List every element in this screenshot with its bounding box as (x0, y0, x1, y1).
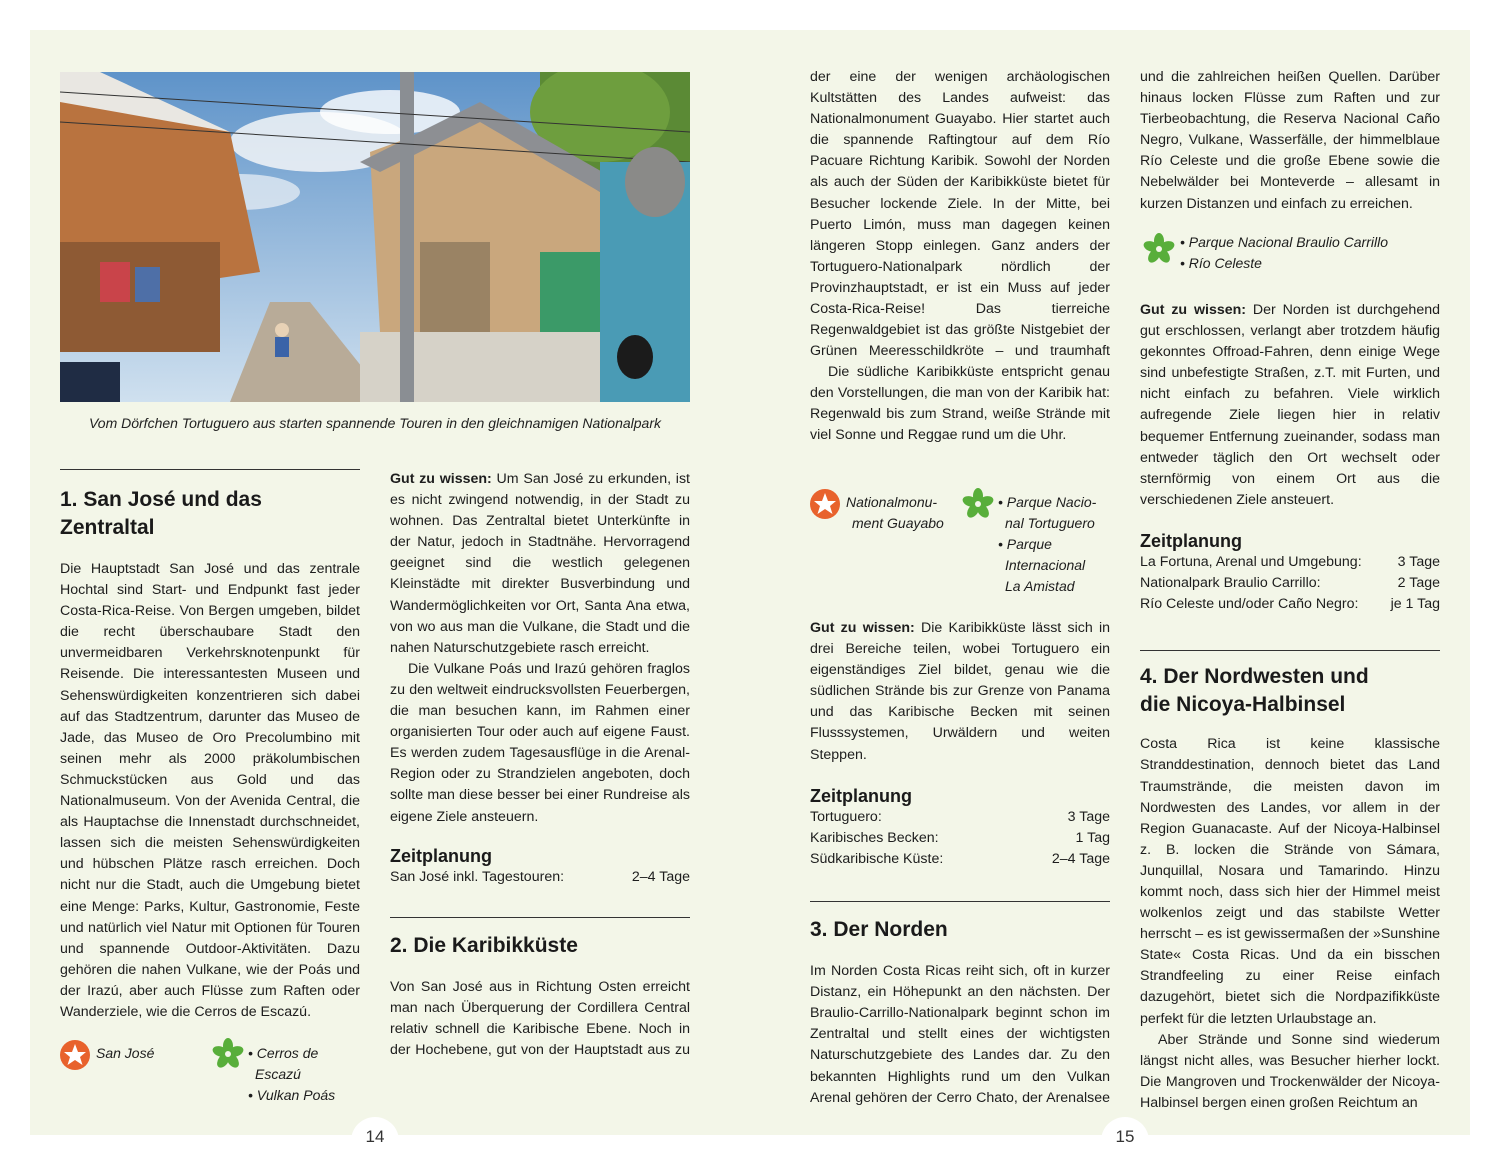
section-divider (810, 901, 1110, 902)
section-3-body-continued: und die zahlreichen heißen Quellen. Darüber hinaus locken Flüsse zum Raften und zur Tierbeobachtung, die Reserva Nacional Caño Negro, Vulkane, Wasserfälle, der himmelblaue Río Celeste und die große Ebene sowie die Nebelwälder bei Monteverde – allesamt in kurzen Distanzen und einfach zu erreichen. (1140, 69, 1440, 212)
plan-label: Südkaribische Küste: (810, 850, 944, 867)
plan-value: 2 Tage (1397, 575, 1440, 592)
legend-star-line: ment Guayabo (852, 515, 944, 531)
plan-title-1: Zeitplanung (390, 845, 492, 866)
section-4-body: Costa Rica ist keine klassische Stranddestination, dennoch bietet das Land Traumstrände, die meisten davon im Nordwesten des Landes, vor allem in der Region Guanacaste. Auf der Nicoya-Halbinsel z. B. locken die Strände von Sámara, Junquillal, Nosara und Tamarindo. Hinzu kommt noch, dass sich hier der Himmel meist wolkenlos zeigt und das stabilste Wetter herrscht – es ist gewissermaßen der »Sunshine State« Costa Ricas. Und da ein bisschen Strandfeeling zu einer Reise einfach dazugehört, bietet sich die Nordpazifikküste perfekt für die letzten Urlaubstage an. (1140, 736, 1440, 1027)
section-divider (1140, 650, 1440, 651)
section-1-title: 1. San José und das Zentraltal (60, 488, 262, 539)
section-2-body-continued: der eine der wenigen archäologischen Kultstätten des Landes aufweist: das Nationalmonument Guayabo. Hier startet auch die spannende Raftingtour auf dem Río Pacuare Richtung Karibik. Sowohl der Norden als auch der Süden der Karibikküste bietet für Besucher lockende Ziele. In der Mitte, bei Puerto Limón, muss man dagegen keinen längeren Stopp einlegen. Ganz anders der Tortuguero-Nationalpark nördlich der Provinzhauptstadt, er ist ein Muss auf jeder Costa-Rica-Reise! Das tierreiche Regenwaldgebiet ist das größte Nistgebiet der Grünen Meeresschildkröte – und traumhaft (810, 69, 1110, 360)
plan-value: 3 Tage (1067, 808, 1110, 825)
highlight-star-icon (810, 489, 840, 524)
good-to-know-3 (1140, 300, 1440, 511)
legend-nature-item: • Parque Nacional Braulio Carrillo (1180, 234, 1388, 250)
highlight-star-icon (60, 1040, 90, 1075)
column-4-lower (1140, 300, 1440, 1114)
legend-nature-item: • Parque (998, 536, 1052, 552)
legend-nature-item: • Vulkan Poás (248, 1087, 336, 1103)
column-3-lower (810, 618, 1110, 1109)
plan-row (1140, 594, 1440, 615)
good-to-know-2 (810, 618, 1110, 766)
tortuguero-street-photo (60, 72, 690, 402)
plan-title-2: Zeitplanung (810, 785, 912, 806)
plan-row (810, 807, 1110, 828)
plan-label: Karibisches Becken: (810, 829, 939, 846)
section-3-title: 3. Der Norden (810, 918, 948, 942)
nature-leaf-icon (962, 488, 994, 525)
legend-nature-item: Escazú (255, 1066, 301, 1082)
good-to-know-label: Gut zu wissen: (1140, 302, 1247, 318)
section-2-para-2: Die südliche Karibikküste entspricht genau den Vorstellungen, die man von der Karibik hat: Regenwald bis zum Strand, weiße Strände mit viel Sonne und Reggae rund um die Uhr. (810, 364, 1110, 444)
plan-label: Tortuguero: (810, 808, 882, 825)
section-4-title-line-1: 4. Der Nordwesten und (1140, 665, 1369, 689)
plan-value: 3 Tage (1397, 554, 1440, 571)
plan-value: 2–4 Tage (1051, 850, 1110, 867)
good-to-know-1 (390, 469, 690, 659)
section-3-body-start: Im Norden Costa Ricas reiht sich, oft in kurzer Distanz, ein Höhepunkt an den nächsten. Der Braulio-Carrillo-Nationalpark beginnt schon im Zentraltal und stellt eines der wichtigsten Naturschutzgebiete des Landes dar. Zu den bekannten Highlights rund um den Vulkan Arenal gehören der Cerro Chato, der Arenalsee (810, 963, 1110, 1106)
plan-row (1140, 573, 1440, 594)
plan-label: San José inkl. Tagestouren: (390, 868, 565, 885)
good-to-know-label: Gut zu wissen: (810, 620, 915, 636)
column-4 (1140, 67, 1440, 215)
plan-label: Nationalpark Braulio Carrillo: (1140, 575, 1321, 592)
legend-nature-list (248, 1043, 335, 1106)
good-to-know-text: Der Norden ist durchgehend gut erschlossen, verlangt aber trotzdem häufig gekonntes Offroad-Fahren, denn einige Wege sind unbefestigte Straßen, z.T. mit Furten, und nicht einfach zu befahren. Viele wirklich aufregende Ziele liegen hier in relativ bequemer Entfernung zueinander, sodass man entweder täglich den Ort wechselt oder sternförmig von einem Ort aus die verschiedenen Ziele ansteuert. (1140, 302, 1440, 508)
legend-nature-item: • Río Celeste (1180, 255, 1262, 271)
photo-caption: Vom Dörfchen Tortuguero aus starten spannende Touren in den gleichnamigen Nationalpark (88, 415, 662, 431)
legend-star-label: San José (96, 1045, 155, 1061)
plan-value: je 1 Tag (1390, 596, 1440, 613)
section-2-title: 2. Die Karibikküste (390, 933, 578, 957)
column-2 (390, 469, 690, 1061)
nature-leaf-icon (212, 1038, 244, 1075)
plan-row (1140, 552, 1440, 573)
plan-value: 2–4 Tage (631, 868, 690, 885)
legend-nature-item: • Cerros de (248, 1045, 319, 1061)
column-3 (810, 67, 1110, 446)
page-number-left: 14 (351, 1117, 399, 1165)
section-4-para-2: Aber Strände und Sonne sind wiederum längst nicht alles, was Besucher hierher lockt. Die Mangroven und Trockenwälder der Nicoya-Halbinsel bergen einen großen Reichtum an (1140, 1031, 1440, 1111)
plan-title-3: Zeitplanung (1140, 530, 1242, 551)
page-number-right: 15 (1101, 1117, 1149, 1165)
legend-nature-list (998, 492, 1096, 597)
legend-star-line: Nationalmonu- (846, 494, 938, 510)
good-to-know-label: Gut zu wissen: (390, 471, 492, 487)
section-4-title-line-2: die Nicoya-Halbinsel (1140, 693, 1346, 717)
plan-label: Río Celeste und/oder Caño Negro: (1140, 596, 1359, 613)
plan-label: La Fortuna, Arenal und Umgebung: (1140, 554, 1362, 571)
section-1-body: Die Hauptstadt San José und das zentrale Hochtal sind Start- und Endpunkt fast jeder Costa-Rica-Reise. Von Bergen umgeben, bildet die recht überschaubare Stadt den unvermeidbaren Verkehrsknotenpunkt für Reisende. Die interessantesten Museen und Sehenswürdigkeiten konzentrieren sich dabei auf das Stadtzentrum, darunter das Museo de Jade, das Museo de Oro Precolumbino mit seinen mehr als 2000 präkolumbischen Schmuckstücken aus Gold und das Nationalmuseum. Von der Avenida Central, die als Hauptachse die Innenstadt durchschneidet, lassen sich die meisten Sehenswürdigkeiten und hübschen Plätze rasch erreichen. Doch nicht nur die Stadt, auch die Umgebung bietet eine Menge: Parks, Kultur, Gastronomie, Feste und natürlich viel Natur mit Optionen für Touren und spannende Outdoor-Aktivitäten. Dazu gehören die nahen Vulkane, wie der Poás und der Irazú, aber auch Flüsse zum Raften oder Wanderziele, wie die Cerros de Escazú. (60, 561, 360, 1020)
legend-star-label (846, 492, 944, 534)
plan-row (390, 867, 690, 888)
legend-nature-item: Internacional (1005, 557, 1086, 573)
section-divider (60, 469, 360, 470)
legend-nature-list (1180, 232, 1388, 274)
section-divider (390, 917, 690, 918)
section-2-body-start: Von San José aus in Richtung Osten erreicht man nach Überquerung der Cordillera Central relativ schnell die Karibische Ebene. Noch in der Hochebene, gut von der Hauptstadt aus zu (390, 978, 690, 1059)
village-photo (60, 72, 690, 402)
legend-nature-item: nal Tortuguero (1005, 515, 1095, 531)
section-1-para-2: Die Vulkane Poás und Irazú gehören fraglos zu den weltweit eindrucksvollsten Feuerbergen, die man besuchen kann, im Rahmen einer organisierten Tour oder auch auf eigene Faust. Es werden zudem Tagesausflüge in die Arenal-Region oder zu Strandzielen angeboten, doch sollte man diese besser bei einer Rundreise als eigene Ziele ansteuern. (390, 660, 690, 825)
plan-row (810, 828, 1110, 849)
plan-value: 1 Tag (1075, 829, 1110, 846)
column-1 (60, 469, 360, 1023)
plan-row (810, 849, 1110, 870)
nature-leaf-icon (1143, 233, 1175, 270)
legend-nature-item: La Amistad (1005, 578, 1075, 594)
good-to-know-text: Um San José zu erkunden, ist es nicht zwingend notwendig, in der Stadt zu wohnen. Das Zentraltal bietet Unterkünfte in der Natur, jedoch in Stadtnähe. Hervorragend geeignet sind die westlich gelegenen Kleinstädte mit direkter Busverbindung und Wandermöglichkeiten vor Ort, Santa Ana etwa, von wo aus man die Vulkane, die Stadt und die nahen Naturschutzgebiete rasch erreicht. (390, 471, 690, 656)
legend-nature-item: • Parque Nacio- (998, 494, 1097, 510)
good-to-know-text: Die Karibikküste lässt sich in drei Bereiche teilen, wobei Tortuguero ein eigenständiges Ziel bildet, genau wie die südlichen Strände bis zur Grenze von Panama und das Karibische Becken mit seinen Flusssystemen, Urwäldern und weiten Steppen. (810, 620, 1111, 763)
